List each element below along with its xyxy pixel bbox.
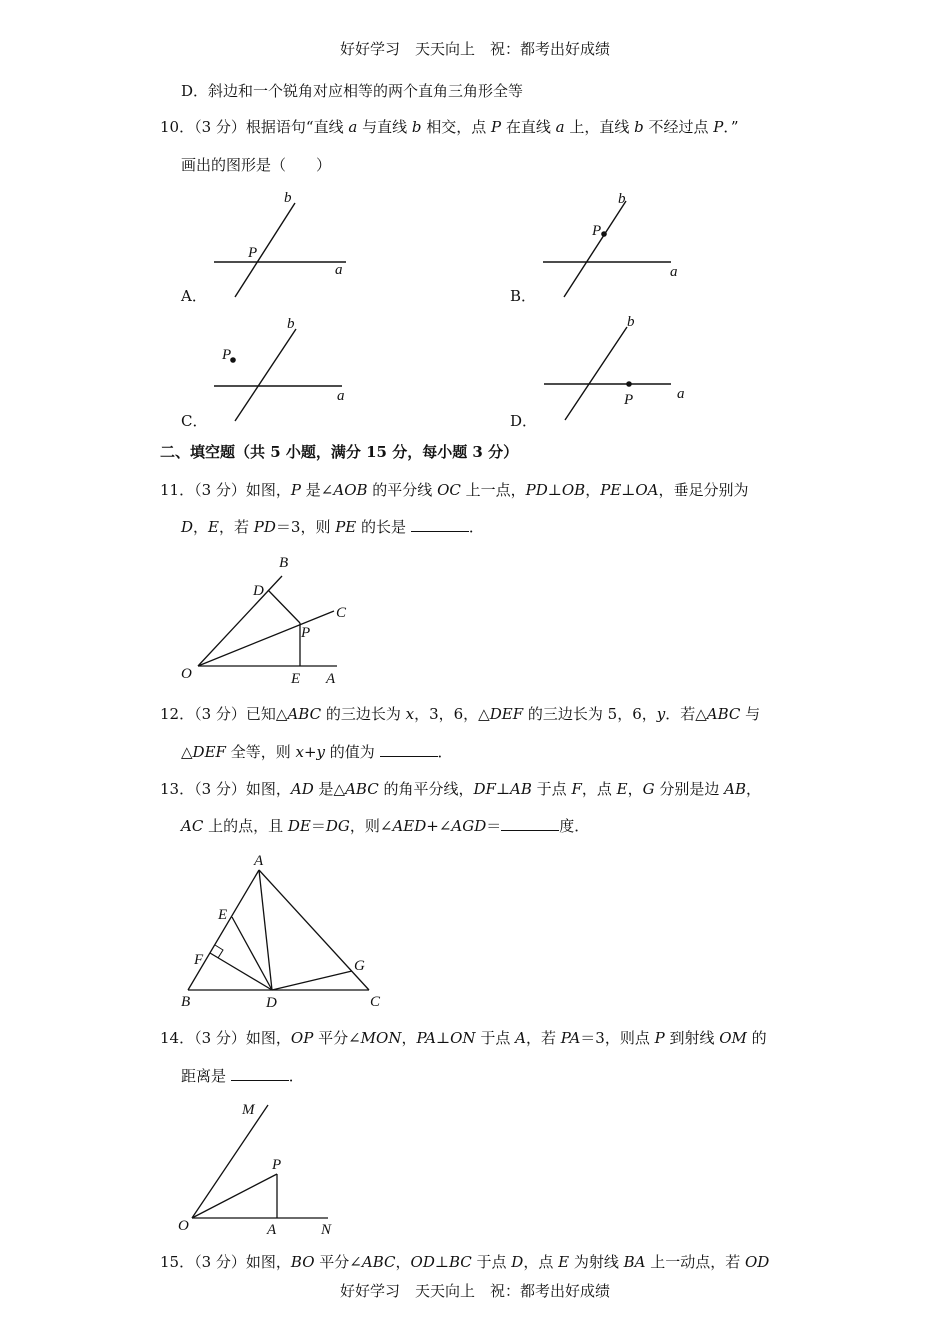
q15-text: ，点 <box>523 1253 559 1271</box>
q11-var: OB <box>561 481 586 499</box>
label-m: M <box>242 1102 255 1118</box>
label-b: b <box>627 314 635 330</box>
q13-number: 13． <box>160 780 195 798</box>
label-o: O <box>178 1218 189 1234</box>
q15-text: 上一动点，若 <box>645 1253 745 1271</box>
q10-score: （3 分） <box>194 118 246 136</box>
q14-score: （3 分） <box>194 1029 246 1047</box>
label-a: a <box>335 262 343 278</box>
q13-text: 上的点，且 <box>203 817 288 835</box>
label-b: B <box>181 994 191 1010</box>
q14-text: 平分∠ <box>313 1029 361 1047</box>
q13-var: AD <box>290 780 314 798</box>
q12-var: x+y <box>295 743 325 761</box>
page-header: 好好学习 天天向上 祝：都考出好成绩 <box>339 40 610 58</box>
q12-number: 12． <box>160 705 195 723</box>
q13-text: ，则∠ <box>349 817 393 835</box>
q10-option-b-label: B． <box>510 287 537 305</box>
label-a: a <box>677 386 685 402</box>
label-a: A <box>267 1222 277 1237</box>
label-p: P <box>592 223 602 239</box>
side-ab <box>188 870 259 990</box>
q14-var: PA <box>560 1029 581 1047</box>
q13-var: AB <box>510 780 532 798</box>
q12-answer-blank[interactable] <box>380 742 438 757</box>
q14-var: OP <box>290 1029 314 1047</box>
q12-text: ．若△ <box>665 705 707 723</box>
q15-var: BA <box>623 1253 646 1271</box>
q10-text: 相交，点 <box>421 118 491 136</box>
q14-var: A <box>515 1029 526 1047</box>
q13-text: 度． <box>559 817 590 835</box>
q13-text: 分别是边 <box>654 780 725 798</box>
q10-text: 上，直线 <box>564 118 635 136</box>
q12-var: ABC <box>287 705 322 723</box>
line-b <box>235 203 295 297</box>
q14-text: ． <box>288 1067 304 1085</box>
q13-var: AB <box>724 780 747 798</box>
label-n: N <box>321 1222 332 1237</box>
label-c: C <box>370 994 381 1010</box>
line-b <box>564 201 626 297</box>
q12-text: △ <box>181 743 193 761</box>
q11-var: P <box>290 481 302 499</box>
label-b: b <box>284 190 292 206</box>
q13-text: +∠ <box>426 817 452 835</box>
q11-var: PE <box>335 518 357 536</box>
q15-var: E <box>558 1253 570 1271</box>
q15-var: BO <box>290 1253 315 1271</box>
q13-var: G <box>642 780 655 798</box>
q12-var: DEF <box>489 705 524 723</box>
label-a: A <box>326 671 336 687</box>
q15-var: D <box>511 1253 524 1271</box>
label-c: C <box>336 605 347 621</box>
q13-figure <box>172 848 392 1018</box>
q13-var: AGD <box>451 817 487 835</box>
label-p: P <box>624 392 634 408</box>
q12-line2 <box>181 742 453 762</box>
ray-op <box>192 1174 277 1218</box>
q12-text: 已知△ <box>245 705 288 723</box>
q14-text: 距离是 <box>181 1067 231 1085</box>
q14-line2 <box>181 1066 304 1086</box>
label-a: a <box>337 388 345 404</box>
q13-text: 于点 <box>531 780 572 798</box>
q10-var: a <box>555 118 565 136</box>
q14-var: MON <box>360 1029 402 1047</box>
point-p <box>626 381 632 387</box>
label-a: A <box>254 853 264 869</box>
ray-oc <box>198 611 334 666</box>
q14-answer-blank[interactable] <box>231 1066 289 1081</box>
q11-text: ⊥ <box>621 481 636 499</box>
q10-line1 <box>160 117 739 137</box>
q12-var: x <box>405 705 415 723</box>
q13-text: ，点 <box>581 780 617 798</box>
q12-line1 <box>160 704 760 724</box>
q11-var: AOB <box>333 481 368 499</box>
q9-option-d: D．斜边和一个锐角对应相等的两个直角三角形全等 <box>181 82 524 100</box>
label-e: E <box>218 907 228 923</box>
q14-var: OM <box>719 1029 747 1047</box>
q11-answer-blank[interactable] <box>411 517 469 532</box>
q11-text: 上一点， <box>460 481 526 499</box>
q13-text: 如图， <box>245 780 291 798</box>
q15-var: OD <box>745 1253 770 1271</box>
q15-text: 于点 <box>471 1253 512 1271</box>
label-d: D <box>266 995 277 1011</box>
q11-text: ⊥ <box>547 481 562 499</box>
label-p: P <box>222 347 232 363</box>
q13-text: 的角平分线， <box>378 780 474 798</box>
q11-text: 是∠ <box>301 481 334 499</box>
q10-number: 10． <box>160 118 195 136</box>
q13-line2 <box>181 816 589 836</box>
q13-text: ， <box>627 780 643 798</box>
q13-text: ， <box>746 780 762 798</box>
q13-text: 是△ <box>313 780 346 798</box>
q14-line1 <box>160 1028 767 1048</box>
q13-score: （3 分） <box>194 780 246 798</box>
q12-text: 的三边长为 5，6， <box>523 705 657 723</box>
q10-var: P <box>713 118 724 136</box>
q10-figure-a <box>200 185 360 305</box>
q12-text: 的三边长为 <box>321 705 406 723</box>
q14-text: 到射线 <box>664 1029 720 1047</box>
ray-om <box>192 1105 268 1218</box>
q15-text: 平分∠ <box>314 1253 362 1271</box>
q15-var: BC <box>448 1253 472 1271</box>
q11-text: ，若 <box>219 518 254 536</box>
q11-line1 <box>160 480 749 500</box>
q11-score: （3 分） <box>194 481 246 499</box>
q12-text: 与 <box>740 705 761 723</box>
label-b: b <box>618 191 626 207</box>
q11-var: PD <box>253 518 276 536</box>
label-b: b <box>287 316 295 332</box>
q15-text: ⊥ <box>434 1253 449 1271</box>
q13-var: AED <box>392 817 427 835</box>
q15-number: 15． <box>160 1253 195 1271</box>
q10-option-a-label: A． <box>181 287 207 305</box>
q13-var: ABC <box>345 780 379 798</box>
q11-text: ，垂足分别为 <box>658 481 749 499</box>
segment-pd <box>268 590 300 623</box>
label-b: B <box>279 555 289 571</box>
q13-answer-blank[interactable] <box>501 816 559 831</box>
label-a: a <box>670 264 678 280</box>
q13-var: DF <box>473 780 496 798</box>
q10-text: 根据语句“直线 <box>245 118 349 136</box>
q15-text: 如图， <box>245 1253 291 1271</box>
q11-text: ， <box>193 518 209 536</box>
q15-score: （3 分） <box>194 1253 246 1271</box>
ray-ob <box>198 576 282 666</box>
line-b <box>235 329 296 421</box>
q11-var: OA <box>635 481 659 499</box>
q13-text: ＝ <box>310 817 326 835</box>
segment-ed <box>232 917 272 990</box>
q10-var: b <box>634 118 644 136</box>
q15-var: ABC <box>361 1253 396 1271</box>
q11-text: ． <box>468 518 484 536</box>
q10-var: b <box>411 118 422 136</box>
q13-var: E <box>616 780 628 798</box>
q11-text: 的平分线 <box>367 481 438 499</box>
side-ac <box>259 870 369 990</box>
q10-text: ．” <box>723 118 739 136</box>
q10-line2: 画出的图形是（ ） <box>181 156 332 174</box>
label-f: F <box>194 952 204 968</box>
q14-text: 于点 <box>475 1029 516 1047</box>
q14-text: ＝3，则点 <box>580 1029 655 1047</box>
line-b <box>565 327 627 420</box>
q13-var: F <box>571 780 582 798</box>
q10-figure-d <box>530 310 700 430</box>
q13-text: ⊥ <box>495 780 511 798</box>
q14-figure <box>170 1092 350 1237</box>
q14-text: ，若 <box>525 1029 561 1047</box>
label-e: E <box>291 671 301 687</box>
q11-number: 11． <box>160 481 195 499</box>
q11-figure <box>170 548 370 693</box>
q10-figure-b <box>530 185 690 305</box>
q14-number: 14． <box>160 1029 195 1047</box>
q11-var: OC <box>437 481 461 499</box>
q14-text: 的 <box>746 1029 767 1047</box>
segment-gd <box>272 971 352 990</box>
q11-var: PE <box>600 481 622 499</box>
q12-text: ． <box>437 743 453 761</box>
q13-text: ＝ <box>486 817 502 835</box>
label-p: P <box>301 625 311 641</box>
q12-var: DEF <box>192 743 226 761</box>
q11-var: PD <box>525 481 548 499</box>
q11-text: 的长是 <box>356 518 411 536</box>
q14-var: ON <box>450 1029 476 1047</box>
label-p: P <box>248 245 258 261</box>
point-p <box>601 231 607 237</box>
q12-text: ，3，6，△ <box>414 705 490 723</box>
q14-var: P <box>654 1029 665 1047</box>
q11-var: D <box>181 518 194 536</box>
q15-text: 为射线 <box>569 1253 624 1271</box>
segment-ad <box>259 870 272 990</box>
q14-text: ⊥ <box>436 1029 451 1047</box>
q11-text: ＝3，则 <box>275 518 336 536</box>
label-o: O <box>181 666 192 682</box>
label-d: D <box>253 583 264 599</box>
q10-var: a <box>348 118 358 136</box>
q10-text: 在直线 <box>501 118 556 136</box>
segment-fd <box>210 953 272 990</box>
q15-line1 <box>160 1252 769 1272</box>
q10-figure-c <box>200 310 360 430</box>
q11-text: ， <box>585 481 601 499</box>
q11-line2 <box>181 517 484 537</box>
q15-text: ， <box>395 1253 411 1271</box>
q13-var: DE <box>287 817 311 835</box>
q13-var: DG <box>325 817 350 835</box>
q10-text: 与直线 <box>357 118 412 136</box>
label-g: G <box>354 958 365 974</box>
q10-option-c-label: C． <box>181 412 208 430</box>
q12-var: y <box>656 705 666 723</box>
q14-var: PA <box>416 1029 437 1047</box>
q12-var: ABC <box>706 705 741 723</box>
q12-text: 的值为 <box>325 743 380 761</box>
q11-var: E <box>208 518 219 536</box>
q14-text: 如图， <box>245 1029 291 1047</box>
section-2-title: 二、填空题（共 5 小题，满分 15 分，每小题 3 分） <box>160 443 519 461</box>
q10-option-d-label: D． <box>510 412 538 430</box>
q14-text: ， <box>401 1029 417 1047</box>
q15-var: OD <box>410 1253 435 1271</box>
q13-line1 <box>160 779 761 799</box>
page-footer: 好好学习 天天向上 祝：都考出好成绩 <box>339 1282 610 1300</box>
q12-text: 全等，则 <box>225 743 296 761</box>
q13-var: AC <box>181 817 204 835</box>
q11-text: 如图， <box>245 481 291 499</box>
q10-var: P <box>491 118 502 136</box>
label-p: P <box>272 1157 282 1173</box>
q10-text: 不经过点 <box>643 118 714 136</box>
q12-score: （3 分） <box>194 705 246 723</box>
